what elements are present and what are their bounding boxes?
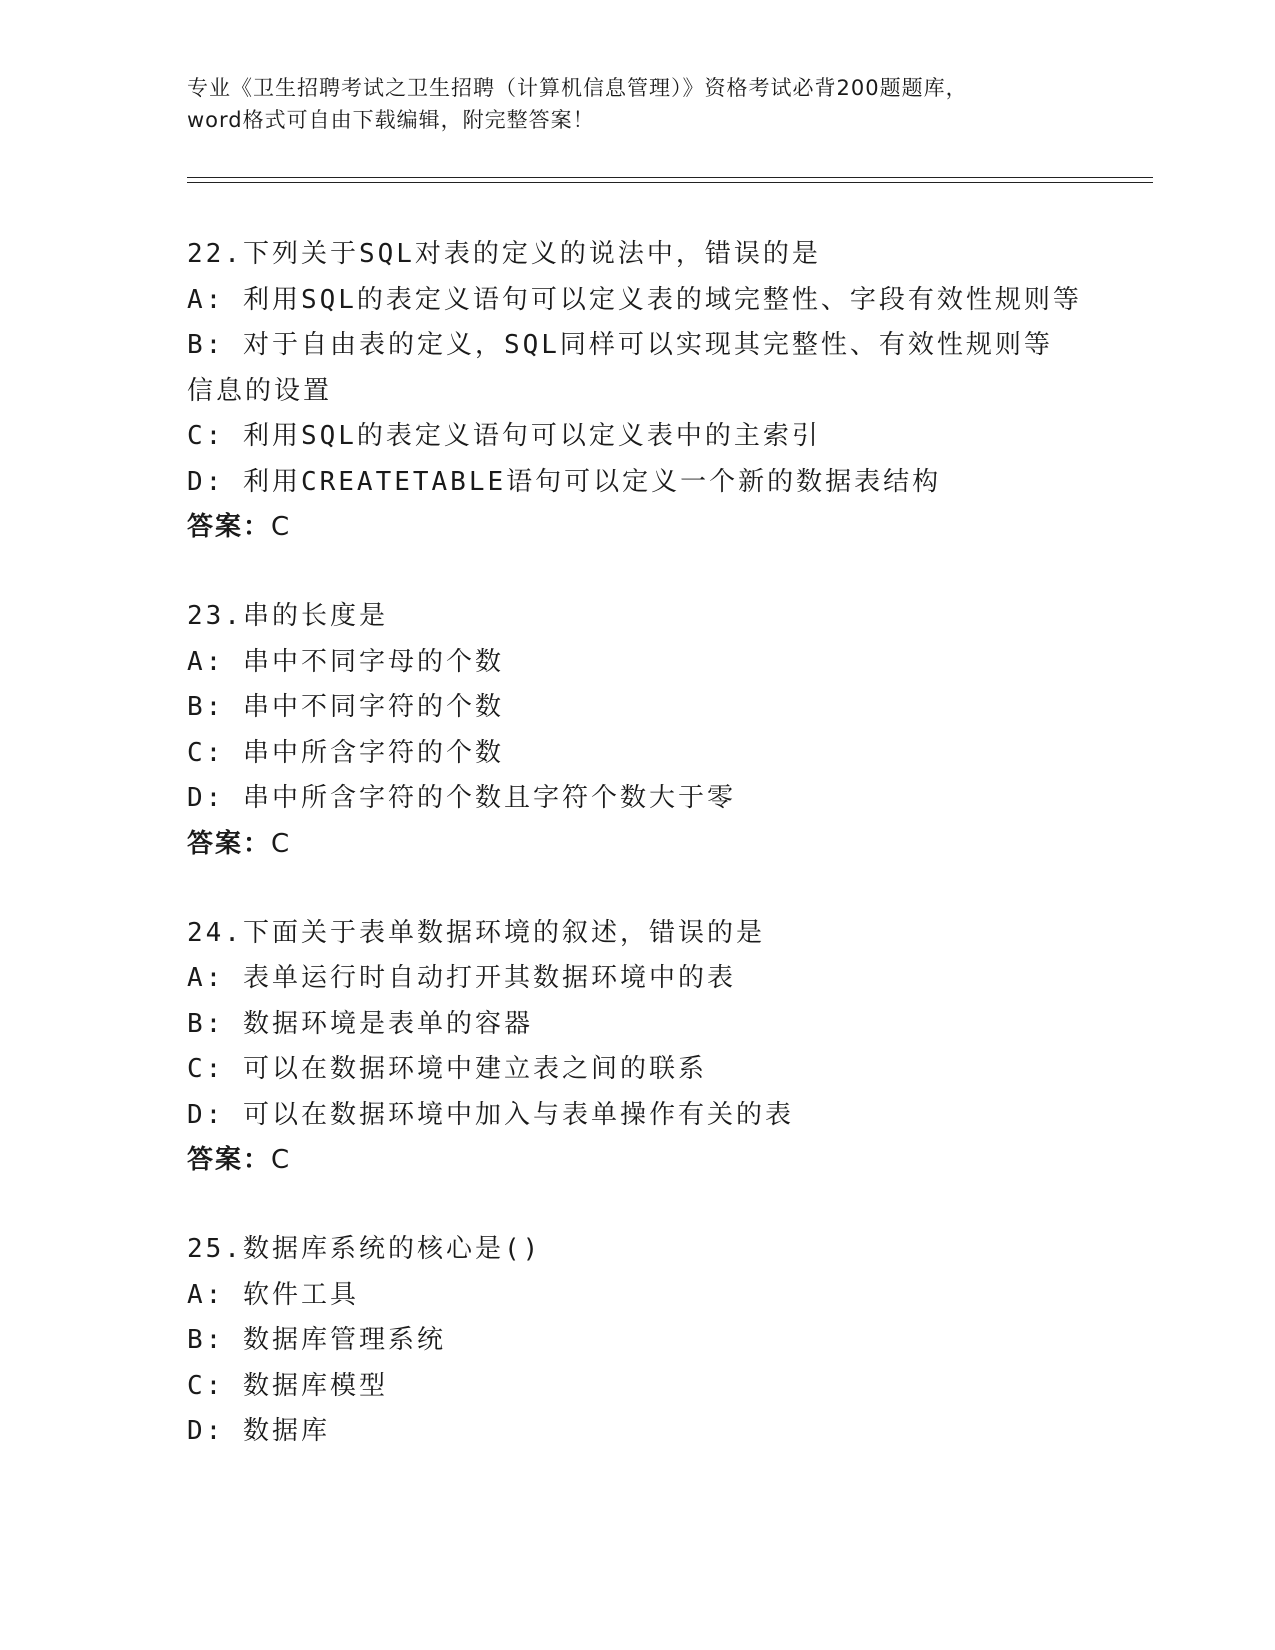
answer-value: C [271,828,292,859]
question-stem: 24.下面关于表单数据环境的叙述，错误的是 [187,917,765,948]
option-c: C: 利用SQL的表定义语句可以定义表中的主索引 [187,421,821,451]
option-a: A: 串中不同字母的个数 [187,646,504,677]
header-divider-bottom [187,182,1153,183]
option-c: C: 数据库模型 [187,1370,388,1401]
option-c: C: 串中所含字符的个数 [187,737,504,768]
header-divider-top [187,177,1153,178]
question-stem: 25.数据库系统的核心是() [187,1234,542,1264]
answer-label: 答案： [187,1145,272,1175]
question-25 [187,1227,1147,1455]
option-d: D: 数据库 [187,1416,330,1446]
option-b: B: 数据库管理系统 [187,1325,446,1355]
option-a: A: 表单运行时自动打开其数据环境中的表 [187,963,736,993]
answer-line [187,1138,1147,1183]
header-line-1: 专业《卫生招聘考试之卫生招聘（计算机信息管理）》资格考试必背200题题库， [187,76,968,100]
question-stem: 23.串的长度是 [187,601,388,631]
answer-label: 答案： [187,828,272,859]
question-stem: 22.下列关于SQL对表的定义的说法中，错误的是 [187,239,821,269]
option-a: A: 软件工具 [187,1279,359,1310]
header-line-2: word格式可自由下载编辑，附完整答案！ [187,108,595,132]
option-c: C: 可以在数据环境中建立表之间的联系 [187,1054,707,1084]
answer-value: C [271,512,292,542]
answer-line [187,822,1147,867]
option-d: D: 串中所含字符的个数且字符个数大于零 [187,783,736,813]
answer-value: C [271,1145,292,1175]
question-22 [187,232,1147,550]
answer-line [187,505,1147,550]
option-a: A: 利用SQL的表定义语句可以定义表的域完整性、字段有效性规则等 [187,284,1082,315]
option-b: B: 数据环境是表单的容器 [187,1008,533,1039]
option-b: B: 串中不同字符的个数 [187,692,504,722]
question-23 [187,594,1147,867]
question-list [187,232,1147,1499]
question-24 [187,911,1147,1184]
option-d: D: 可以在数据环境中加入与表单操作有关的表 [187,1099,794,1130]
document-header [187,72,1087,136]
answer-label: 答案： [187,512,272,542]
option-d: D: 利用CREATETABLE语句可以定义一个新的数据表结构 [187,466,942,497]
option-b: B: 对于自由表的定义，SQL同样可以实现其完整性、有效性规则等信息的设置 [187,330,1053,406]
